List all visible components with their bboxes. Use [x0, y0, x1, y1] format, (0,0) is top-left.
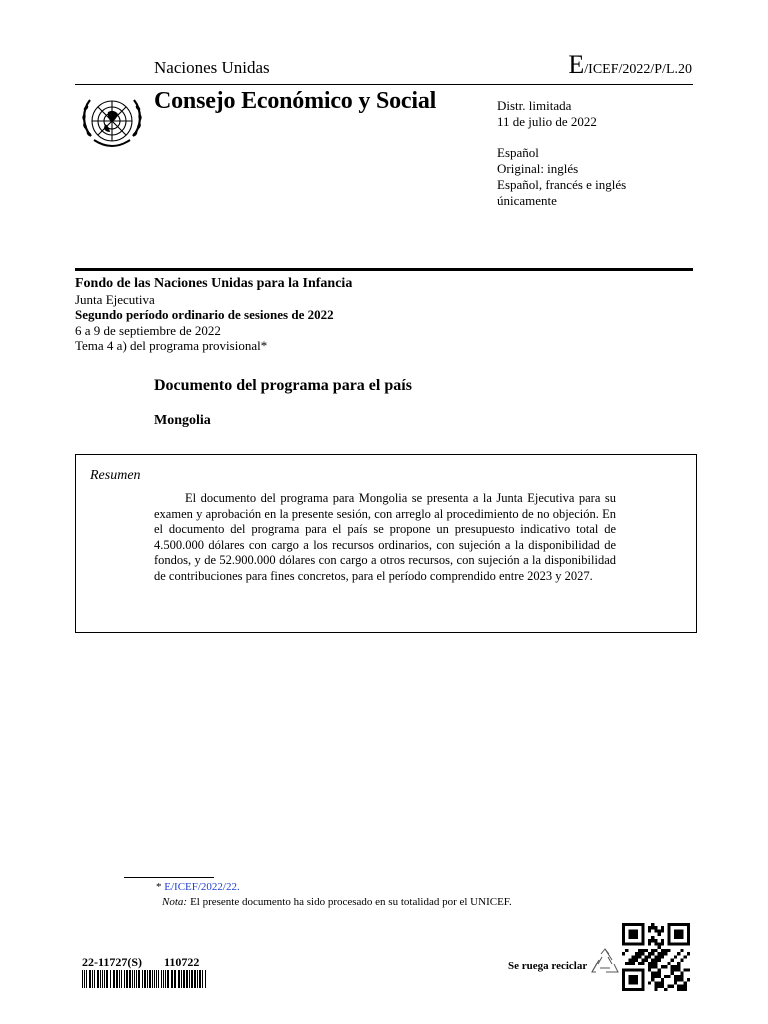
job-date: 110722 [164, 955, 200, 969]
agency-name: Fondo de las Naciones Unidas para la Infancia [75, 276, 353, 291]
section-rule [75, 268, 693, 271]
council-title: Consejo Económico y Social [154, 88, 437, 114]
footnote-reference [156, 881, 240, 893]
footnote-link[interactable]: E/ICEF/2022/22. [164, 881, 240, 893]
job-number-text: 22-11727(S) [82, 955, 142, 969]
note-text: El presente documento ha sido procesado en su totalidad por el UNICEF. [190, 896, 512, 908]
document-title: Documento del programa para el país [154, 377, 412, 394]
note-label: Nota: [162, 896, 188, 908]
session-dates: 6 a 9 de septiembre de 2022 [75, 322, 221, 338]
recycle-icon [590, 948, 620, 976]
document-symbol [568, 50, 692, 80]
session-name: Segundo período ordinario de sesiones de 2022 [75, 307, 334, 322]
job-number [82, 955, 199, 970]
language: Español [497, 145, 539, 160]
agency-block [75, 276, 352, 354]
distribution-type: Distr. limitada [497, 98, 572, 113]
organization-name: Naciones Unidas [154, 58, 270, 77]
country-name: Mongolia [154, 413, 211, 428]
header-rule [75, 84, 693, 85]
agenda-item: Tema 4 a) del programa provisional* [75, 338, 268, 353]
footnote-rule [124, 877, 214, 878]
symbol-rest: /ICEF/2022/P/L.20 [584, 62, 692, 77]
distribution-date: 11 de julio de 2022 [497, 114, 597, 129]
distribution-block [497, 98, 626, 209]
footnote-star: * [156, 881, 162, 893]
languages: Español, francés e inglés [497, 177, 627, 192]
summary-text: El documento del programa para Mongolia se presenta a la Junta Ejecutiva para su examen y aprobación en la presente sesión, con arreglo al procedimiento de no objeción. En el documento del programa para el país se propone un presupuesto indicativo total de 4.500.000 dólares con cargo a los recursos ordinarios, con sujeción a la disponibilidad de fondos, y de 52.900.000 dólares con cargo a otros recursos, con sujeción a la disponibilidad de contribuciones para fines concretos, para el período comprendido entre 2023 y 2027. [154, 491, 616, 583]
executive-board: Junta Ejecutiva [75, 291, 155, 307]
symbol-letter: E [568, 50, 585, 79]
original-language: Original: inglés [497, 161, 579, 176]
qr-code-icon [622, 922, 690, 992]
un-emblem-icon [78, 92, 146, 156]
barcode-icon [82, 970, 210, 988]
footnote-note [162, 896, 512, 908]
languages-only: únicamente [497, 193, 557, 208]
summary-heading: Resumen [90, 468, 141, 483]
recycle-text: Se ruega reciclar [508, 960, 588, 972]
